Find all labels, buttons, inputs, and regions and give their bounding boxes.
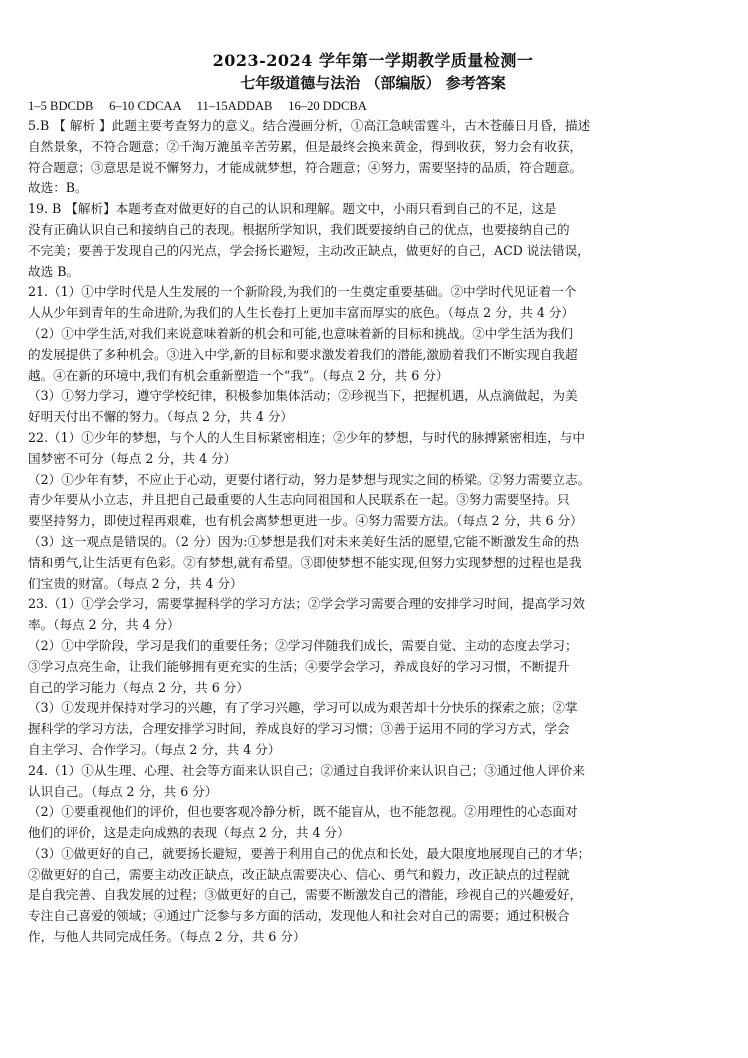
answer-line: 的发展提供了多种机会。③进入中学,新的目标和要求激发着我们的潜能,激励着我们不断实现自我超: [28, 346, 578, 362]
answer-line: 自己的学习能力（每点 2 分，共 6 分）: [28, 679, 249, 695]
answer-line: 情和勇气,让生活更有色彩。②有梦想,就有希望。③即使梦想不能实现,但努力实现梦想的过程也是我: [28, 554, 582, 570]
answer-line: （3）①做更好的自己，就要扬长避短，要善于利用自己的优点和长处，最大限度地展现自己的才华；: [28, 845, 591, 861]
answer-line: 国梦密不可分（每点 2 分，共 4 分）: [28, 450, 237, 466]
document-title: 2023-2024 学年第一学期教学质量检测一: [212, 51, 534, 70]
answer-line: 是自我完善、自我发展的过程；③做更好的自己，需要不断激发自己的潜能，珍视自己的兴趣爱好，: [28, 887, 583, 903]
answer-line: 青少年要从小立志，并且把自己最重要的人生志向同祖国和人民联系在一起。③努力需要坚持。只: [28, 492, 570, 508]
multiple-choice-answers: 1–5 BDCDB 6–10 CDCAA 11–15ADDAB 16–20 DDCBA: [28, 99, 367, 113]
answer-line: 好明天付出不懈的努力。（每点 2 分，共 4 分）: [28, 409, 294, 425]
answer-line: （2）①少年有梦，不应止于心动，更要付诸行动，努力是梦想与现实之间的桥梁。②努力需要立志。: [28, 471, 591, 487]
answer-line: 自主学习、合作学习。（每点 2 分，共 4 分）: [28, 741, 281, 757]
answer-line: 23.（1）①学会学习，需要掌握科学的学习方法；②学会学习需要合理的安排学习时间，提高学习效: [28, 596, 585, 612]
answer-line: 不完美；要善于发现自己的闪光点，学会扬长避短，主动改正缺点，做更好的自己，ACD 说法错误，: [28, 242, 590, 258]
answer-line: （2）①中学阶段，学习是我们的重要任务；②学习伴随我们成长，需要自觉、主动的态度去学习；: [28, 637, 578, 653]
answer-line: 们宝贵的财富。（每点 2 分，共 4 分）: [28, 575, 243, 591]
answer-line: 人从少年到青年的生命进阶,为我们的人生长卷打上更加丰富而厚实的底色。（每点 2 分，共 4 分）: [28, 305, 575, 321]
answer-line: 24.（1）①从生理、心理、社会等方面来认识自己；②通过自我评价来认识自己；③通过他人评价来: [28, 762, 585, 778]
answer-line: 作，与他人共同完成任务。（每点 2 分，共 6 分）: [28, 929, 306, 945]
answer-line: 越。④在新的环境中,我们有机会重新塑造一个“我”。（每点 2 分，共 6 分）: [28, 367, 449, 383]
answer-line: 故选：B。: [28, 180, 88, 196]
answer-line: （3）这一观点是错误的。（2 分）因为:①梦想是我们对未来美好生活的愿望,它能不断激发生命的热: [28, 533, 579, 549]
document-subtitle: 七年级道德与法治 （部编版） 参考答案: [240, 74, 506, 92]
answer-line: （2）①要重视他们的评价，但也要客观冷静分析，既不能盲从，也不能忽视。②用理性的心态面对: [28, 804, 578, 820]
answer-line: ③学习点亮生命，让我们能够拥有更充实的生活；④要学会学习，养成良好的学习习惯，不断提升: [28, 658, 570, 674]
answer-line: 21.（1）①中学时代是人生发展的一个新阶段,为我们的一生奠定重要基础。②中学时代见证着一个: [28, 284, 577, 300]
answer-line: 自然景象，不符合题意；②千淘万漉虽辛苦劳累，但是最终会换来黄金，得到收获，努力会有收获，: [28, 138, 583, 154]
answer-line: （3）①发现并保持对学习的兴趣，有了学习兴趣，学习可以成为艰苦却十分快乐的探索之旅；②掌: [28, 700, 578, 716]
answer-line: （3）①努力学习，遵守学校纪律，积极参加集体活动；②珍视当下，把握机遇，从点滴做起，为美: [28, 388, 578, 404]
answer-line: 认识自己。（每点 2 分，共 6 分）: [28, 783, 218, 799]
answer-line: 22.（1）①少年的梦想，与个人的人生目标紧密相连；②少年的梦想，与时代的脉搏紧密相连，与中: [28, 429, 585, 445]
answer-line: 专注自己喜爱的领域；④通过广泛参与多方面的活动，发现他人和社会对自己的需要；通过积极合: [28, 908, 570, 924]
answer-line: 19. B 【解析】本题考查对做更好的自己的认识和理解。题文中，小雨只看到自己的不足，这是: [28, 201, 557, 217]
answer-line: 故选 B。: [28, 263, 80, 279]
answer-body: [28, 116, 718, 948]
answer-line: ②做更好的自己，需要主动改正缺点，改正缺点需要决心、信心、勇气和毅力，改正缺点的过程就: [28, 866, 570, 882]
answer-line: 5.B 【 解析 】此题主要考查努力的意义。结合漫画分析，①高江急峡雷霆斗，古木苍藤日月昏，描述: [28, 118, 591, 133]
answer-line: 要坚持努力，即使过程再艰难，也有机会离梦想更进一步。④努力需要方法。（每点 2 分，共 6 分）: [28, 513, 583, 529]
answer-line: （2）①中学生活,对我们来说意味着新的机会和可能,也意味着新的目标和挑战。②中学生活为我们: [28, 325, 573, 341]
answer-line: 握科学的学习方法，合理安排学习时间，养成良好的学习习惯；③善于运用不同的学习方式，学会: [28, 721, 570, 737]
answer-line: 率。（每点 2 分，共 4 分）: [28, 617, 180, 633]
answer-line: 符合题意；③意思是说不懈努力，才能成就梦想，符合题意；④努力，需要坚持的品质，符合题意。: [28, 159, 583, 175]
answer-line: 他们的评价，这是走向成熟的表现（每点 2 分，共 4 分）: [28, 825, 350, 841]
answer-line: 没有正确认识自己和接纳自己的表现。根据所学知识，我们既要接纳自己的优点，也要接纳自己的: [28, 221, 570, 237]
